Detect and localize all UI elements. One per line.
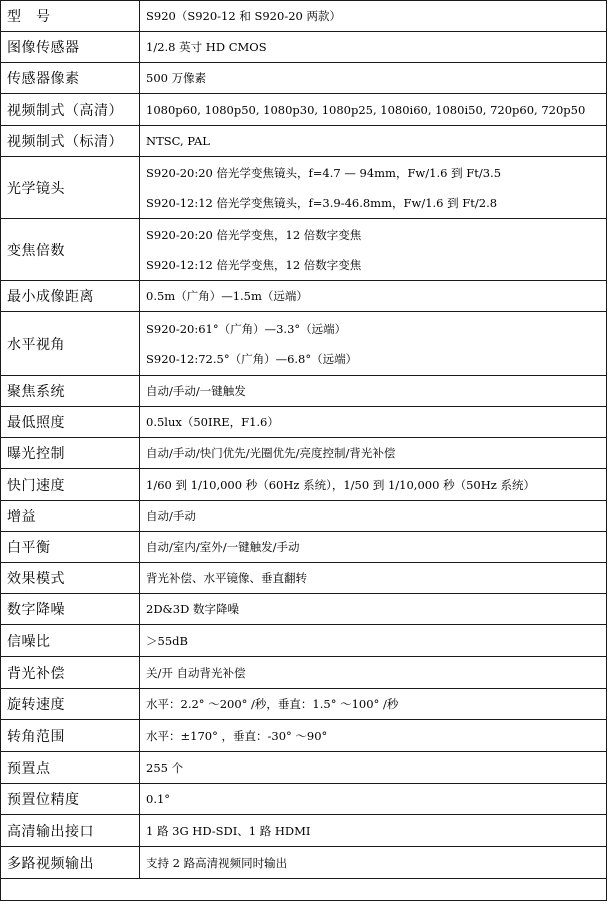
spec-value-line: 1/60 到 1/10,000 秒（60Hz 系统），1/50 到 1/10,000 秒（50Hz 系统） xyxy=(146,477,535,492)
spec-value-line: S920-12:12 倍光学变焦镜头，f=3.9-46.8mm，Fw/1.6 到 Ft/2.8 xyxy=(146,195,498,210)
spec-row xyxy=(1,815,607,847)
spec-value xyxy=(140,594,607,625)
spec-value-line: ＞55dB xyxy=(146,633,188,648)
spec-value-line: 背光补偿、水平镜像、垂直翻转 xyxy=(146,571,307,585)
spec-row xyxy=(1,63,607,94)
spec-row xyxy=(1,657,607,689)
spec-row xyxy=(1,689,607,720)
spec-row xyxy=(1,501,607,532)
spec-value-line: 0.5m（广角）—1.5m（远端） xyxy=(146,289,308,303)
spec-label: 增益 xyxy=(1,501,140,532)
spec-row xyxy=(1,532,607,563)
spec-value xyxy=(140,126,607,157)
spec-value-line: S920-20:20 倍光学变焦，12 倍数字变焦 xyxy=(146,227,362,242)
spec-row xyxy=(1,32,607,63)
spec-value xyxy=(140,32,607,63)
spec-value-line: 0.5lux（50IRE，F1.6） xyxy=(146,415,279,429)
spec-value xyxy=(140,784,607,815)
spec-value-line: 自动/室内/室外/一键触发/手动 xyxy=(146,540,300,554)
spec-value xyxy=(140,847,607,879)
spec-row xyxy=(1,563,607,594)
spec-value xyxy=(140,94,607,126)
spec-value xyxy=(140,752,607,784)
spec-label: 效果模式 xyxy=(1,563,140,594)
spec-value xyxy=(140,720,607,752)
spec-value-line: 水平：2.2° ～200° /秒，垂直：1.5° ～100° /秒 xyxy=(146,697,399,711)
spec-value-line: 水平：±170° ，垂直：-30° ～90° xyxy=(146,728,328,743)
spec-value xyxy=(140,815,607,847)
spec-label: 预置点 xyxy=(1,752,140,784)
spec-value-line: S920-12:72.5°（广角）—6.8°（远端） xyxy=(146,351,358,366)
spec-value xyxy=(140,1,607,32)
spec-row xyxy=(1,312,607,376)
spec-label: 变焦倍数 xyxy=(1,219,140,281)
spec-row xyxy=(1,625,607,657)
spec-label: 水平视角 xyxy=(1,312,140,376)
spec-label: 聚焦系统 xyxy=(1,376,140,407)
spec-value-line: 0.1° xyxy=(146,792,171,806)
spec-value xyxy=(140,407,607,438)
spec-table-body xyxy=(1,1,607,879)
spec-row xyxy=(1,126,607,157)
spec-value-line: 自动/手动/一键触发 xyxy=(146,384,246,398)
spec-value xyxy=(140,689,607,720)
spec-row xyxy=(1,281,607,312)
spec-value-line: S920（S920-12 和 S920-20 两款） xyxy=(146,9,341,23)
spec-row xyxy=(1,847,607,879)
spec-value-line: NTSC, PAL xyxy=(146,134,210,148)
spec-value-line: 2D&3D 数字降噪 xyxy=(146,602,239,616)
spec-row xyxy=(1,438,607,469)
spec-row xyxy=(1,94,607,126)
spec-label: 预置位精度 xyxy=(1,784,140,815)
spec-value-line: 500 万像素 xyxy=(146,71,207,85)
spec-label: 曝光控制 xyxy=(1,438,140,469)
spec-label: 光学镜头 xyxy=(1,157,140,219)
spec-value xyxy=(140,438,607,469)
spec-value-line: 1080p60, 1080p50, 1080p30, 1080p25, 1080i60, 1080i50, 720p60, 720p50 xyxy=(146,102,586,117)
spec-label: 转角范围 xyxy=(1,720,140,752)
spec-label: 背光补偿 xyxy=(1,657,140,689)
spec-row xyxy=(1,720,607,752)
spec-value-line: 支持 2 路高清视频同时输出 xyxy=(146,855,288,870)
spec-label: 多路视频输出 xyxy=(1,847,140,879)
spec-label: 最低照度 xyxy=(1,407,140,438)
spec-label: 视频制式（标清） xyxy=(1,126,140,157)
spec-row xyxy=(1,376,607,407)
spec-row xyxy=(1,219,607,281)
spec-value xyxy=(140,563,607,594)
spec-value-line: 关/开 自动背光补偿 xyxy=(146,665,246,680)
spec-value xyxy=(140,532,607,563)
spec-row xyxy=(1,157,607,219)
spec-value xyxy=(140,312,607,376)
spec-label: 型 号 xyxy=(1,1,140,32)
spec-label: 白平衡 xyxy=(1,532,140,563)
spec-value-line: S920-20:20 倍光学变焦镜头，f=4.7 — 94mm，Fw/1.6 到 Ft/3.5 xyxy=(146,165,502,180)
spec-value xyxy=(140,657,607,689)
spec-value-line: 1/2.8 英寸 HD CMOS xyxy=(146,40,267,54)
spec-row xyxy=(1,752,607,784)
spec-label: 数字降噪 xyxy=(1,594,140,625)
spec-label: 视频制式（高清） xyxy=(1,94,140,126)
spec-value xyxy=(140,501,607,532)
spec-label: 旋转速度 xyxy=(1,689,140,720)
spec-row xyxy=(1,594,607,625)
spec-value-line: 255 个 xyxy=(146,760,184,775)
spec-value-line: S920-12:12 倍光学变焦，12 倍数字变焦 xyxy=(146,257,362,272)
spec-value xyxy=(140,157,607,219)
spec-row xyxy=(1,469,607,501)
spec-value xyxy=(140,281,607,312)
spec-value xyxy=(140,469,607,501)
spec-value-line: S920-20:61°（广角）—3.3°（远端） xyxy=(146,321,347,336)
spec-label: 快门速度 xyxy=(1,469,140,501)
spec-value-line: 1 路 3G HD-SDI、1 路 HDMI xyxy=(146,823,311,838)
spec-label: 最小成像距离 xyxy=(1,281,140,312)
spec-value-line: 自动/手动 xyxy=(146,509,196,523)
spec-value xyxy=(140,63,607,94)
spec-value xyxy=(140,625,607,657)
spec-row xyxy=(1,784,607,815)
spec-row xyxy=(1,407,607,438)
spec-value xyxy=(140,376,607,407)
spec-label: 高清输出接口 xyxy=(1,815,140,847)
spec-label: 信噪比 xyxy=(1,625,140,657)
spec-label: 传感器像素 xyxy=(1,63,140,94)
spec-row xyxy=(1,1,607,32)
spec-value xyxy=(140,219,607,281)
spec-label: 图像传感器 xyxy=(1,32,140,63)
spec-value-line: 自动/手动/快门优先/光圈优先/亮度控制/背光补偿 xyxy=(146,446,396,460)
